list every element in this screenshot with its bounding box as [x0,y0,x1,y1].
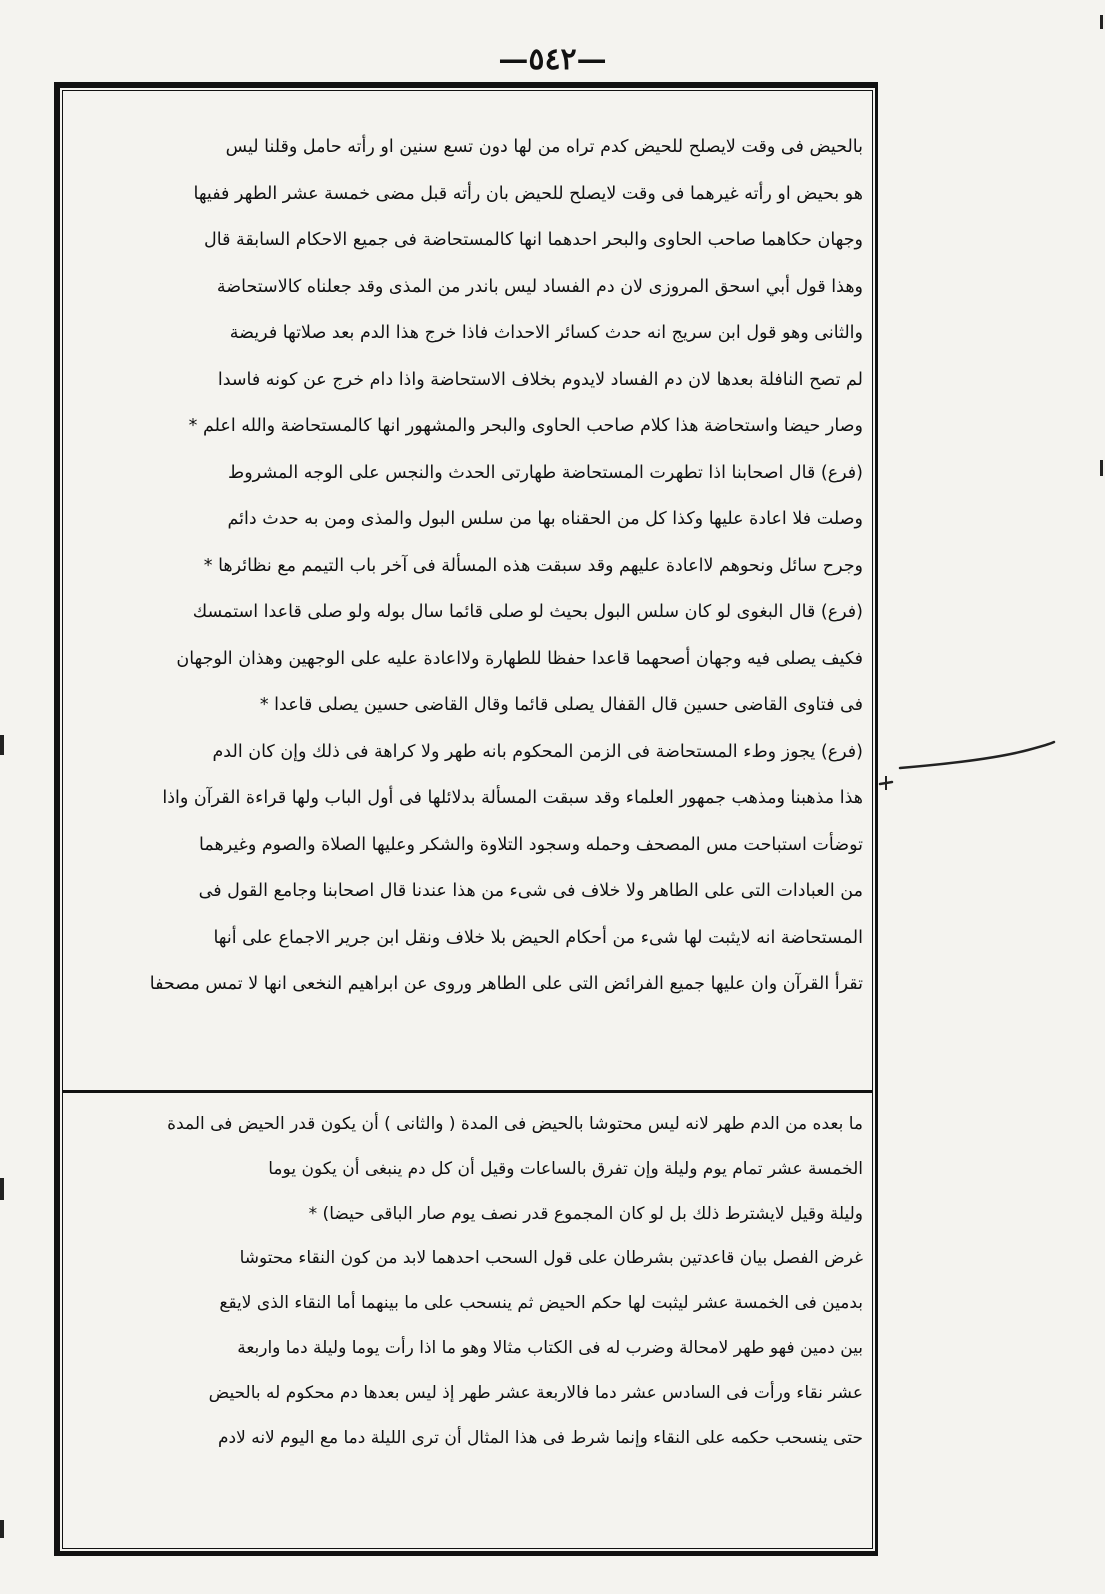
page-number: —٥٤٢— [498,42,607,77]
text-line: (فرع) قال البغوى لو كان سلس البول بحيث لو صلى قائما سال بوله ولو صلى قاعدا استمسك [192,602,863,622]
edge-mark-left [0,735,4,755]
footnote-line: الخمسة عشر تمام يوم وليلة وإن تفرق بالساعات وقيل أن كل دم ينبغى أن يكون يوما [268,1158,863,1179]
footnote-line: غرض الفصل بيان قاعدتين بشرطان على قول السحب احدهما لابد من كون النقاء محتوشا [239,1248,863,1269]
text-line: هو بحيض او رأته غيرهما فى وقت لايصلح للحيض بان رأته قبل مضى خمسة عشر الطهر ففيها [193,183,863,204]
text-line: هذا مذهبنا ومذهب جمهور العلماء وقد سبقت المسألة بدلائلها فى أول الباب ولها قراءة القرآن واذا [162,788,863,808]
text-line: وصار حيضا واستحاضة هذا كلام صاحب الحاوى والبحر والمشهور انها كالمستحاضة والله اعلم * [188,416,863,436]
text-line: المستحاضة انه لايثبت لها شىء من أحكام الحيض بلا خلاف ونقل ابن جرير الاجماع على أنها [213,927,863,948]
text-line: (فرع) يجوز وطء المستحاضة فى الزمن المحكوم بانه طهر ولا كراهة فى ذلك وإن كان الدم [212,741,863,762]
text-line: لم تصح النافلة بعدها لان دم الفساد لايدوم بخلاف الاستحاضة واذا دام خرج عن كونه فاسدا [217,369,863,390]
footnote-text [82,1102,863,1460]
text-line: وهذا قول أبي اسحق المروزى لان دم الفساد ليس باندر من المذى وقد جعلناه كالاستحاضة [216,276,863,297]
edge-mark-left [0,1520,4,1538]
edge-mark-right [1100,460,1103,476]
footnote-line: بين دمين فهو طهر لامحالة وضرب له فى الكتاب مثالا وهو ما اذا رأت يوما وليلة دما واربعة [237,1337,863,1358]
footnote-line: ما بعده من الدم طهر لانه ليس محتوشا بالحيض فى المدة ( والثانى ) أن يكون قدر الحيض فى المدة [167,1114,863,1134]
text-line: فكيف يصلى فيه وجهان أصحهما قاعدا حفظا للطهارة ولااعادة عليه على الوجهين وهذان الوجهان [176,648,863,669]
footnote-line: عشر نقاء ورأت فى السادس عشر دما فالاربعة عشر طهر إذ ليس بعدها دم محكوم له بالحيض [208,1382,863,1403]
margin-pen-mark [878,738,1098,808]
footnote-divider [62,1090,873,1093]
text-line: تقرأ القرآن وان عليها جميع الفرائض التى على الطاهر وروى عن ابراهيم النخعى انها لا تمس مصحفا [149,974,863,994]
edge-mark-right [1100,15,1103,29]
text-line: والثانى وهو قول ابن سريج انه حدث كسائر الاحداث فاذا خرج هذا الدم بعد صلاتها فريضة [229,323,863,343]
text-line: (فرع) قال اصحابنا اذا تطهرت المستحاضة طهارتى الحدث والنجس على الوجه المشروط [228,462,863,483]
footnote-line: بدمين فى الخمسة عشر ليثبت لها حكم الحيض ثم ينسحب على ما بينهما أما النقاء الذى لايقع [219,1293,863,1314]
footnote-line: حتى ينسحب حكمه على النقاء وإنما شرط فى هذا المثال أن ترى الليلة دما مع اليوم لانه لادم [218,1427,863,1448]
text-line: وجهان حكاهما صاحب الحاوى والبحر احدهما انها كالمستحاضة فى جميع الاحكام السابقة قال [204,230,863,250]
text-line: من العبادات التى على الطاهر ولا خلاف فى شىء من هذا عندنا قال اصحابنا وجامع القول فى [198,881,863,901]
main-text [82,124,863,1008]
text-line: فى فتاوى القاضى حسين قال القفال يصلى قائما وقال القاضى حسين يصلى قاعدا * [259,695,863,715]
page-frame [54,82,878,1556]
footnote-line: وليلة وقيل لايشترط ذلك بل لو كان المجموع قدر نصف يوم صار الباقى حيضا) * [308,1203,863,1224]
text-line: توضأت استباحت مس المصحف وحمله وسجود التلاوة والشكر وعليها الصلاة والصوم وغيرهما [199,834,863,855]
text-line: وجرح سائل ونحوهم لااعادة عليهم وقد سبقت هذه المسألة فى آخر باب التيمم مع نظائرها * [203,555,863,576]
edge-mark-left [0,1178,4,1200]
text-line: وصلت فلا اعادة عليها وكذا كل من الحقناه بها من سلس البول والمذى ومن به حدث دائم [227,509,863,529]
text-line: بالحيض فى وقت لايصلح للحيض كدم تراه من لها دون تسع سنين او رأته حامل وقلنا ليس [225,137,863,157]
